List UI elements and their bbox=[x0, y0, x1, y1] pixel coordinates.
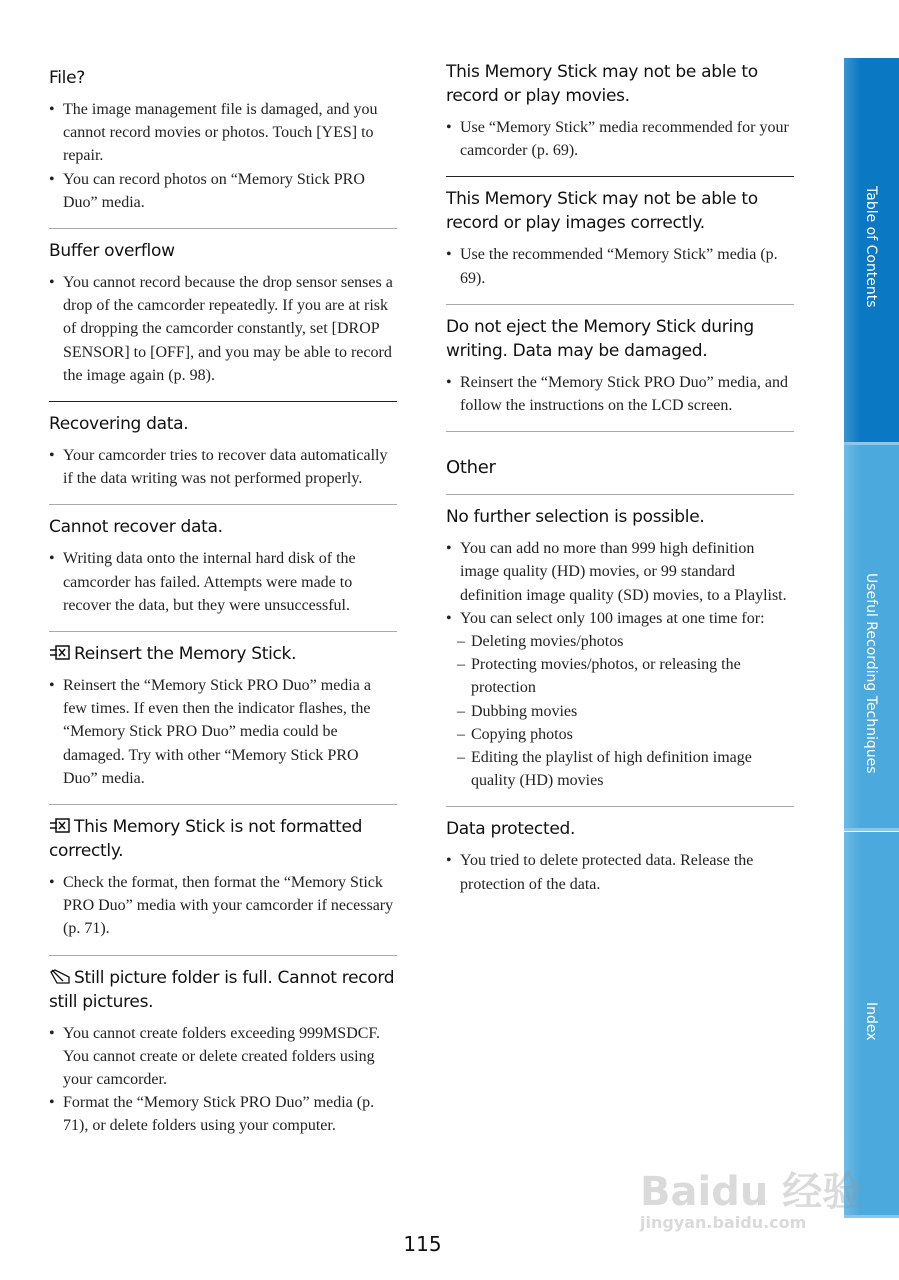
message-title-text: Data protected. bbox=[446, 819, 576, 840]
dash-item: – Protecting movies/photos, or releasing the protection bbox=[446, 653, 794, 699]
bullet-item: • Writing data onto the internal hard disk of the camcorder has failed. Attempts were made to recover the data, but they were unsuccessful. bbox=[49, 547, 397, 617]
bullet-list bbox=[49, 871, 397, 941]
dash-item: – Dubbing movies bbox=[446, 700, 794, 723]
message-section bbox=[446, 806, 794, 909]
message-section bbox=[49, 955, 397, 1152]
message-title bbox=[446, 187, 794, 235]
bullet-item: • Format the “Memory Stick PRO Duo” media (p. 71), or delete folders using your computer. bbox=[49, 1091, 397, 1137]
bullet-list bbox=[446, 371, 794, 417]
message-title-text: Reinsert the Memory Stick. bbox=[74, 644, 297, 665]
bullet-list bbox=[446, 849, 794, 895]
right-column bbox=[446, 56, 794, 910]
left-column bbox=[49, 62, 397, 1152]
bullet-list bbox=[49, 1022, 397, 1138]
message-section bbox=[49, 401, 397, 504]
bullet-list bbox=[446, 116, 794, 162]
message-title-text: File? bbox=[49, 68, 85, 88]
bullet-list bbox=[446, 537, 794, 792]
message-title bbox=[49, 515, 397, 539]
message-title-text: This Memory Stick may not be able to record or play images correctly. bbox=[446, 189, 758, 234]
message-title-text: Still picture folder is full. Cannot record still pictures. bbox=[49, 967, 395, 1012]
message-title-text: Recovering data. bbox=[49, 414, 189, 435]
message-title-text: Cannot recover data. bbox=[49, 517, 223, 538]
message-section bbox=[49, 631, 397, 804]
bullet-item: • Your camcorder tries to recover data automatically if the data writing was not performed properly. bbox=[49, 444, 397, 490]
bullet-item: • Use “Memory Stick” media recommended for your camcorder (p. 69). bbox=[446, 116, 794, 162]
message-title bbox=[49, 642, 397, 666]
message-title-text: No further selection is possible. bbox=[446, 507, 705, 528]
bullet-list bbox=[49, 547, 397, 617]
page-number: 115 bbox=[403, 1232, 442, 1256]
tab-table-of-contents[interactable] bbox=[844, 58, 899, 445]
folder-full-icon bbox=[49, 968, 74, 988]
message-section bbox=[49, 62, 397, 228]
message-title bbox=[49, 66, 397, 90]
tab-label: Table of Contents bbox=[863, 186, 879, 308]
message-title bbox=[49, 815, 397, 863]
bullet-list bbox=[49, 271, 397, 387]
message-title bbox=[49, 239, 397, 263]
dash-item: – Deleting movies/photos bbox=[446, 630, 794, 653]
memory-stick-icon bbox=[49, 644, 74, 664]
message-section bbox=[446, 56, 794, 176]
dash-item: – Copying photos bbox=[446, 723, 794, 746]
bullet-item: • Check the format, then format the “Memory Stick PRO Duo” media with your camcorder if necessary (p. 71). bbox=[49, 871, 397, 941]
message-title bbox=[49, 412, 397, 436]
message-section bbox=[446, 304, 794, 431]
message-title bbox=[446, 817, 794, 841]
tab-label: Useful Recording Techniques bbox=[863, 573, 879, 774]
bullet-item: • Use the recommended “Memory Stick” media (p. 69). bbox=[446, 243, 794, 289]
message-section bbox=[446, 494, 794, 806]
watermark-logo: Baidu 经验 bbox=[640, 1169, 863, 1215]
bullet-item: • Reinsert the “Memory Stick PRO Duo” media, and follow the instructions on the LCD screen. bbox=[446, 371, 794, 417]
message-title bbox=[446, 60, 794, 108]
bullet-item: • You tried to delete protected data. Release the protection of the data. bbox=[446, 849, 794, 895]
message-title-text: This Memory Stick is not formatted correctly. bbox=[49, 817, 363, 862]
bullet-list bbox=[49, 674, 397, 790]
section-heading: Other bbox=[446, 457, 496, 479]
message-section bbox=[49, 504, 397, 631]
dash-item: – Editing the playlist of high definition image quality (HD) movies bbox=[446, 746, 794, 792]
bullet-item: • You can add no more than 999 high definition image quality (HD) movies, or 99 standard definition image quality (SD) movies, to a Playlist. bbox=[446, 537, 794, 607]
message-title-text: Do not eject the Memory Stick during writing. Data may be damaged. bbox=[446, 316, 754, 361]
tab-label: Index bbox=[863, 1002, 879, 1041]
bullet-list bbox=[446, 243, 794, 289]
bullet-item: • You can record photos on “Memory Stick PRO Duo” media. bbox=[49, 168, 397, 214]
bullet-list bbox=[49, 98, 397, 214]
watermark-url: jingyan.baidu.com bbox=[640, 1213, 807, 1232]
watermark bbox=[640, 1160, 862, 1232]
message-title bbox=[446, 505, 794, 529]
bullet-list bbox=[49, 444, 397, 490]
message-section bbox=[446, 176, 794, 303]
bullet-item: • Reinsert the “Memory Stick PRO Duo” media a few times. If even then the indicator flashes, the “Memory Stick PRO Duo” media could be damaged. Try with other “Memory Stick PRO Duo” media. bbox=[49, 674, 397, 790]
message-title bbox=[49, 966, 397, 1014]
message-section bbox=[49, 804, 397, 955]
tab-useful-recording-techniques[interactable] bbox=[844, 445, 899, 831]
memory-stick-icon bbox=[49, 817, 74, 837]
bullet-item: • You cannot create folders exceeding 999MSDCF. You cannot create or delete created folders using your camcorder. bbox=[49, 1022, 397, 1092]
message-title-text: Buffer overflow bbox=[49, 241, 175, 262]
section-heading-block bbox=[446, 431, 794, 494]
message-section bbox=[49, 228, 397, 401]
message-title bbox=[446, 315, 794, 363]
message-title-text: This Memory Stick may not be able to record or play movies. bbox=[446, 62, 758, 106]
bullet-item: • The image management file is damaged, and you cannot record movies or photos. Touch [YES] to repair. bbox=[49, 98, 397, 168]
bullet-item: • You can select only 100 images at one time for: bbox=[446, 607, 794, 630]
bullet-item: • You cannot record because the drop sensor senses a drop of the camcorder repeatedly. If you are at risk of dropping the camcorder constantly, set [DROP SENSOR] to [OFF], and you may be able to record the image again (p. 98). bbox=[49, 271, 397, 387]
